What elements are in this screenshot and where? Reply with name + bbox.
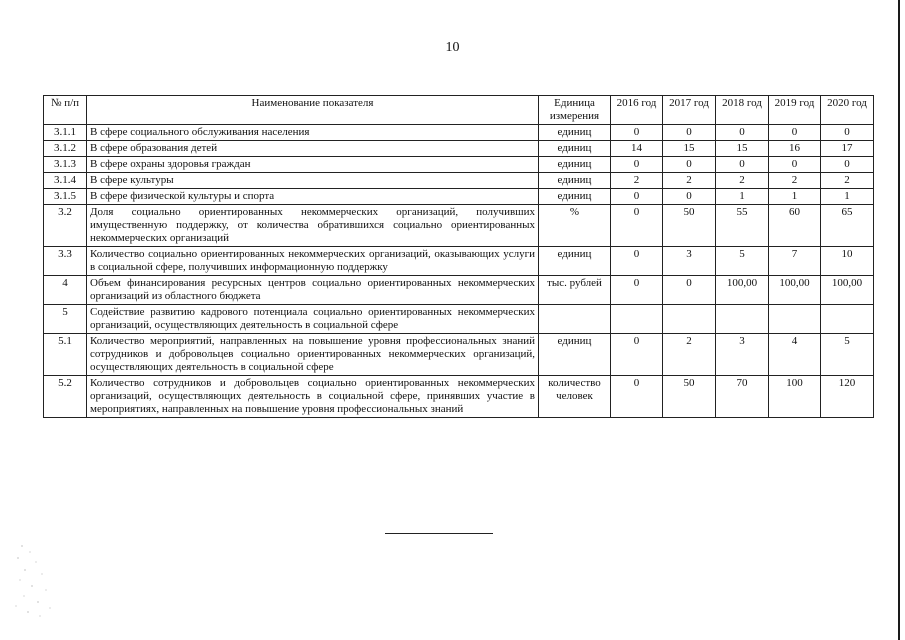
value-2016: 0 bbox=[611, 157, 663, 173]
value-2018: 2 bbox=[716, 173, 769, 189]
table-row bbox=[44, 205, 874, 247]
table-row bbox=[44, 125, 874, 141]
row-number: 3.1.4 bbox=[44, 173, 87, 189]
value-2016: 0 bbox=[611, 376, 663, 418]
row-number: 3.1.5 bbox=[44, 189, 87, 205]
value-2018: 100,00 bbox=[716, 276, 769, 305]
value-2020: 5 bbox=[821, 334, 874, 376]
row-unit: количество человек bbox=[539, 376, 611, 418]
value-2016 bbox=[611, 305, 663, 334]
value-2019: 60 bbox=[769, 205, 821, 247]
row-number: 3.1.1 bbox=[44, 125, 87, 141]
row-unit: единиц bbox=[539, 157, 611, 173]
header-unit: Единица измерения bbox=[539, 96, 611, 125]
value-2017: 0 bbox=[663, 189, 716, 205]
value-2017: 2 bbox=[663, 173, 716, 189]
row-indicator-name: Объем финансирования ресурсных центров социально ориентированных некоммерческих организаций из областного бюджета bbox=[87, 276, 539, 305]
value-2020: 1 bbox=[821, 189, 874, 205]
value-2018: 55 bbox=[716, 205, 769, 247]
value-2018: 0 bbox=[716, 157, 769, 173]
header-year-2018: 2018 год bbox=[716, 96, 769, 125]
header-name: Наименование показателя bbox=[87, 96, 539, 125]
value-2020: 0 bbox=[821, 125, 874, 141]
value-2016: 0 bbox=[611, 205, 663, 247]
value-2020: 0 bbox=[821, 157, 874, 173]
value-2016: 0 bbox=[611, 125, 663, 141]
value-2019: 4 bbox=[769, 334, 821, 376]
value-2020: 17 bbox=[821, 141, 874, 157]
value-2018: 15 bbox=[716, 141, 769, 157]
row-unit: тыс. рублей bbox=[539, 276, 611, 305]
table-row bbox=[44, 376, 874, 418]
row-unit: единиц bbox=[539, 173, 611, 189]
row-number: 3.1.3 bbox=[44, 157, 87, 173]
value-2018 bbox=[716, 305, 769, 334]
row-number: 3.3 bbox=[44, 247, 87, 276]
value-2018: 3 bbox=[716, 334, 769, 376]
value-2019 bbox=[769, 305, 821, 334]
row-number: 3.1.2 bbox=[44, 141, 87, 157]
value-2019: 1 bbox=[769, 189, 821, 205]
value-2020: 65 bbox=[821, 205, 874, 247]
value-2019: 0 bbox=[769, 157, 821, 173]
row-unit: % bbox=[539, 205, 611, 247]
scan-noise-specks bbox=[10, 540, 70, 620]
table-row bbox=[44, 247, 874, 276]
header-year-2016: 2016 год bbox=[611, 96, 663, 125]
table-row bbox=[44, 276, 874, 305]
value-2016: 14 bbox=[611, 141, 663, 157]
value-2017: 3 bbox=[663, 247, 716, 276]
row-indicator-name: Содействие развитию кадрового потенциала социально ориентированных некоммерческих организаций, осуществляющих деятельность в социальной сфере bbox=[87, 305, 539, 334]
value-2019: 0 bbox=[769, 125, 821, 141]
value-2019: 7 bbox=[769, 247, 821, 276]
value-2020: 120 bbox=[821, 376, 874, 418]
page-number: 10 bbox=[445, 40, 460, 55]
value-2016: 2 bbox=[611, 173, 663, 189]
row-indicator-name: В сфере образования детей bbox=[87, 141, 539, 157]
row-number: 5.2 bbox=[44, 376, 87, 418]
table-row bbox=[44, 305, 874, 334]
row-indicator-name: Количество сотрудников и добровольцев социально ориентированных некоммерческих организаций, осуществляющих деятельность в социальной сфере, принявших участие в мероприятиях, направленных на повышение уровня профессиональных знаний bbox=[87, 376, 539, 418]
row-indicator-name: В сфере социального обслуживания населения bbox=[87, 125, 539, 141]
header-year-2017: 2017 год bbox=[663, 96, 716, 125]
scan-edge-line bbox=[898, 0, 900, 640]
row-number: 4 bbox=[44, 276, 87, 305]
table-row bbox=[44, 173, 874, 189]
header-year-2020: 2020 год bbox=[821, 96, 874, 125]
value-2016: 0 bbox=[611, 334, 663, 376]
row-number: 3.2 bbox=[44, 205, 87, 247]
value-2018: 1 bbox=[716, 189, 769, 205]
value-2016: 0 bbox=[611, 189, 663, 205]
value-2017: 50 bbox=[663, 205, 716, 247]
value-2020: 100,00 bbox=[821, 276, 874, 305]
value-2018: 70 bbox=[716, 376, 769, 418]
table-row bbox=[44, 334, 874, 376]
value-2018: 5 bbox=[716, 247, 769, 276]
table-row bbox=[44, 141, 874, 157]
value-2019: 100 bbox=[769, 376, 821, 418]
header-year-2019: 2019 год bbox=[769, 96, 821, 125]
value-2020: 2 bbox=[821, 173, 874, 189]
row-unit: единиц bbox=[539, 125, 611, 141]
value-2017 bbox=[663, 305, 716, 334]
value-2018: 0 bbox=[716, 125, 769, 141]
value-2017: 2 bbox=[663, 334, 716, 376]
value-2016: 0 bbox=[611, 276, 663, 305]
row-unit: единиц bbox=[539, 247, 611, 276]
value-2017: 0 bbox=[663, 125, 716, 141]
table-row bbox=[44, 189, 874, 205]
row-number: 5.1 bbox=[44, 334, 87, 376]
row-unit: единиц bbox=[539, 334, 611, 376]
value-2017: 15 bbox=[663, 141, 716, 157]
value-2019: 2 bbox=[769, 173, 821, 189]
indicators-table bbox=[43, 95, 874, 418]
value-2017: 0 bbox=[663, 276, 716, 305]
table-row bbox=[44, 157, 874, 173]
row-unit bbox=[539, 305, 611, 334]
row-indicator-name: В сфере культуры bbox=[87, 173, 539, 189]
end-rule-divider bbox=[385, 533, 493, 534]
header-num: № п/п bbox=[44, 96, 87, 125]
value-2019: 16 bbox=[769, 141, 821, 157]
row-indicator-name: Доля социально ориентированных некоммерческих организаций, получивших имущественную поддержку, от количества обратившихся социально ориентированных некоммерческих организаций bbox=[87, 205, 539, 247]
row-unit: единиц bbox=[539, 141, 611, 157]
row-indicator-name: Количество мероприятий, направленных на повышение уровня профессиональных знаний сотрудников и добровольцев социально ориентированных некоммерческих организаций, осуществляющих деятельность в социальной сфере bbox=[87, 334, 539, 376]
value-2017: 50 bbox=[663, 376, 716, 418]
row-indicator-name: В сфере физической культуры и спорта bbox=[87, 189, 539, 205]
row-indicator-name: Количество социально ориентированных некоммерческих организаций, оказывающих услуги в социальной сфере, получивших информационную поддержку bbox=[87, 247, 539, 276]
value-2019: 100,00 bbox=[769, 276, 821, 305]
table-header-row bbox=[44, 96, 874, 125]
value-2020: 10 bbox=[821, 247, 874, 276]
row-unit: единиц bbox=[539, 189, 611, 205]
row-number: 5 bbox=[44, 305, 87, 334]
value-2020 bbox=[821, 305, 874, 334]
value-2016: 0 bbox=[611, 247, 663, 276]
row-indicator-name: В сфере охраны здоровья граждан bbox=[87, 157, 539, 173]
value-2017: 0 bbox=[663, 157, 716, 173]
